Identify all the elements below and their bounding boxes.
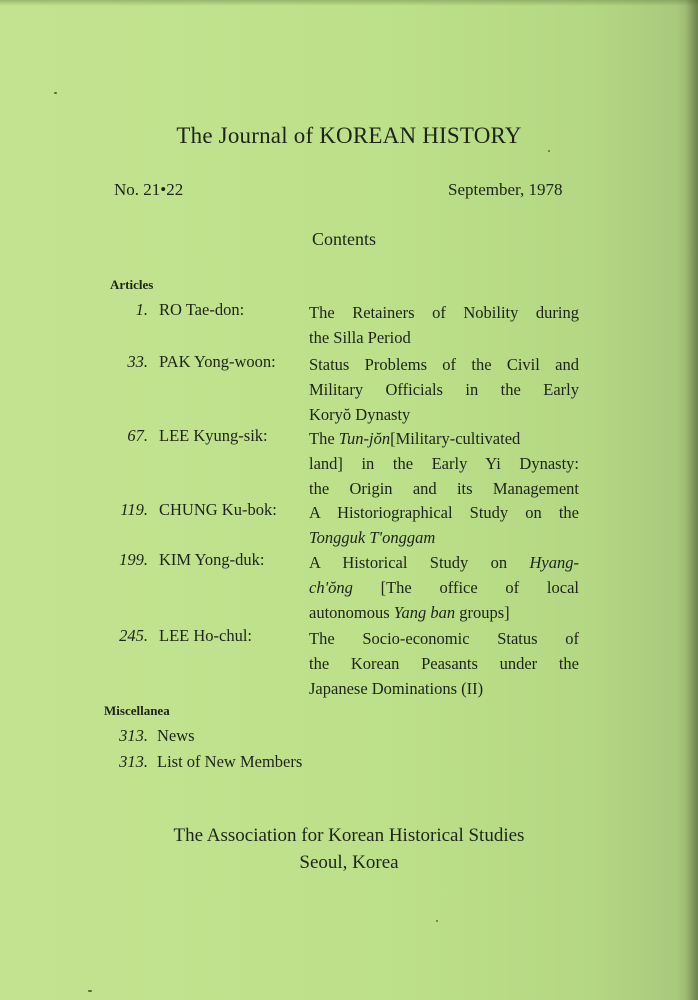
contents-heading: Contents — [312, 229, 377, 249]
article-title-line: The Socio-economic Status of — [309, 629, 579, 648]
article-author: PAK Yong-woon: — [159, 352, 276, 371]
article-page-number: 119. — [120, 500, 148, 519]
article-title — [309, 550, 579, 625]
article-title-line — [309, 550, 579, 575]
paper-speck — [88, 990, 92, 992]
misc-label: News — [157, 726, 195, 745]
article-title-line: the Korean Peasants under the — [309, 654, 579, 673]
article-title — [309, 426, 579, 501]
article-title-line: A Historiographical Study on the — [309, 503, 579, 522]
paper-right-edge — [686, 0, 698, 1000]
miscellanea-heading: Miscellanea — [104, 703, 170, 718]
article-title-line: Status Problems of the Civil and — [309, 355, 579, 374]
article-title-line: Military Officials in the Early — [309, 380, 579, 399]
title-text: A Historical Study on — [309, 553, 530, 572]
title-italic-term: Tun-jŏn — [338, 429, 391, 448]
paper-top-edge — [0, 0, 698, 6]
article-title-line — [309, 600, 579, 625]
article-page-number: 67. — [127, 426, 148, 445]
title-italic-term: Yang ban — [393, 603, 456, 622]
article-title-line: the Silla Period — [309, 328, 411, 347]
article-title-line: land] in the Early Yi Dynasty: — [309, 454, 579, 473]
article-page-number: 199. — [119, 550, 148, 569]
article-title-line: Japanese Dominations (II) — [309, 679, 484, 698]
title-text: The — [309, 429, 339, 448]
issue-date: September, 1978 — [448, 180, 563, 199]
article-title-line — [309, 525, 579, 550]
article-author: LEE Kyung-sik: — [159, 426, 268, 445]
title-text: [Military-cultivated — [390, 429, 521, 448]
article-author: KIM Yong-duk: — [159, 550, 265, 569]
title-italic-term: ch'ŏng — [309, 578, 353, 597]
article-title — [309, 626, 579, 701]
article-page-number: 245. — [119, 626, 148, 645]
misc-label: List of New Members — [157, 752, 303, 771]
misc-page-number: 313. — [119, 726, 148, 745]
title-italic-term: Tongguk T'onggam — [309, 528, 436, 547]
title-text: [The office of local — [352, 578, 579, 597]
article-title-line: the Origin and its Management — [309, 479, 579, 498]
title-italic-term: Hyang- — [529, 553, 579, 572]
publisher-name: The Association for Korean Historical Studies — [173, 825, 525, 846]
article-title — [309, 500, 579, 550]
article-title — [309, 352, 579, 427]
article-title-line: Koryŏ Dynasty — [309, 405, 411, 424]
article-title — [309, 300, 579, 350]
article-page-number: 1. — [135, 300, 148, 319]
title-text: autonomous — [309, 603, 394, 622]
paper-speck — [548, 150, 550, 152]
article-author: LEE Ho-chul: — [159, 626, 253, 645]
issue-number: No. 21•22 — [114, 180, 184, 199]
title-text: groups] — [455, 603, 510, 622]
journal-title: The Journal of KOREAN HISTORY — [176, 123, 522, 148]
publisher-location: Seoul, Korea — [299, 852, 399, 873]
paper-speck — [54, 92, 57, 94]
misc-page-number: 313. — [119, 752, 148, 771]
articles-heading: Articles — [110, 277, 154, 292]
paper-speck — [436, 920, 438, 922]
article-page-number: 33. — [127, 352, 148, 371]
article-author: RO Tae-don: — [159, 300, 245, 319]
article-title-line: The Retainers of Nobility during — [309, 303, 579, 322]
article-author: CHUNG Ku-bok: — [159, 500, 277, 519]
article-title-line — [309, 426, 579, 451]
article-title-line — [309, 575, 579, 600]
